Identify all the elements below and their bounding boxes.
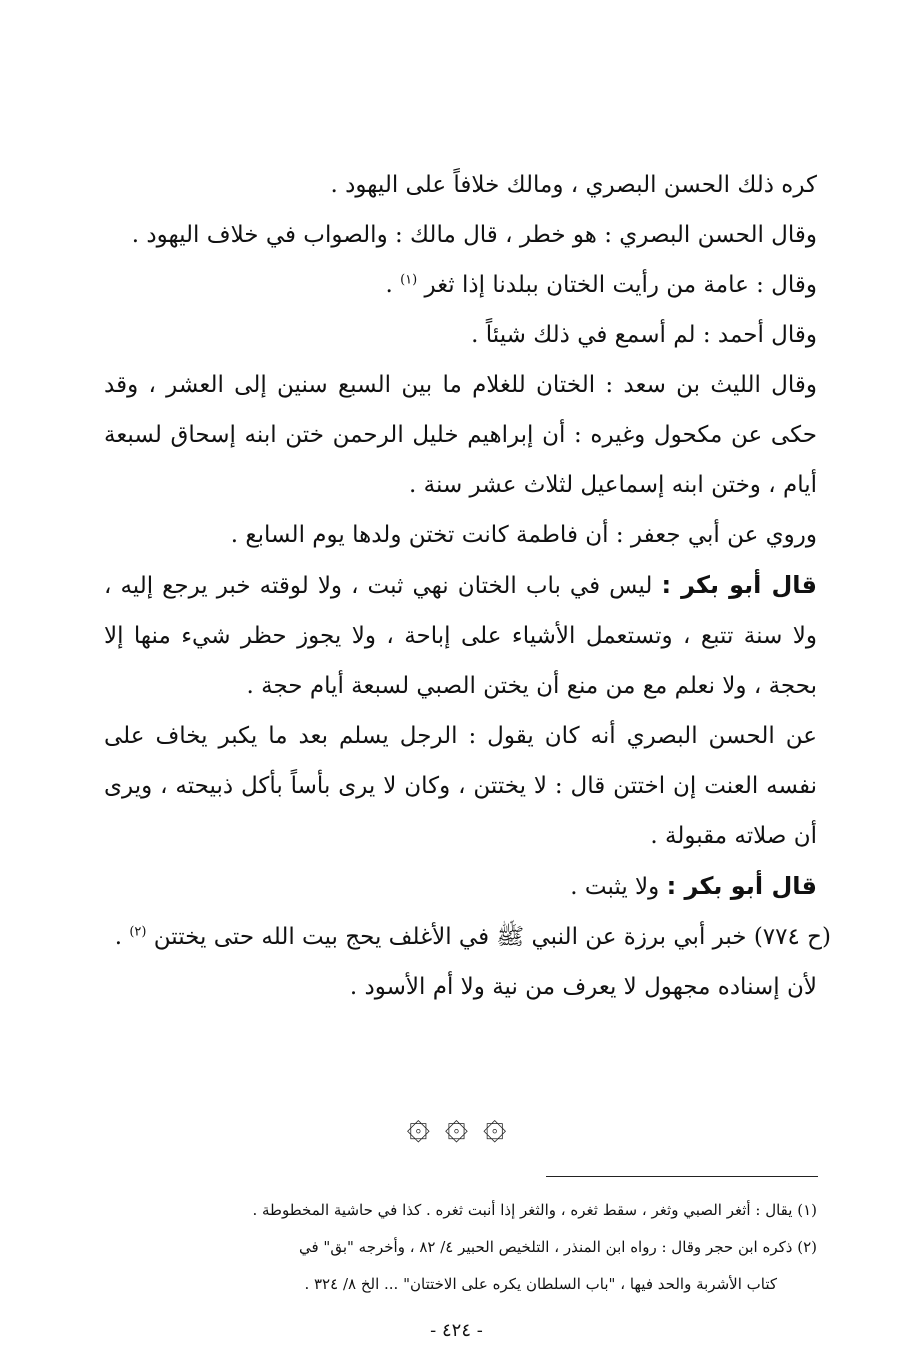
paragraph: لأن إسناده مجهول لا يعرف من نية ولا أم الأسود . <box>349 974 817 1000</box>
footnotes <box>104 1192 817 1303</box>
ornament-star-icon: ۞ <box>406 1102 431 1148</box>
footnote-marker: (٢) <box>797 1238 817 1256</box>
author-lead: قال أبو بكر : <box>661 571 818 599</box>
paragraph-text: ولا يثبت . <box>570 874 660 900</box>
footnote-text: يقال : أثغر الصبي وثغر ، سقط ثغره ، والثغر إذا أنبت ثغره . كذا في حاشية المخطوطة . <box>252 1201 793 1219</box>
paragraph <box>104 260 817 310</box>
paragraph <box>104 861 817 912</box>
sentence-end: . <box>385 272 401 298</box>
paragraph: كره ذلك الحسن البصري ، ومالك خلافاً على اليهود . <box>330 172 817 198</box>
sentence-end: . <box>114 924 130 950</box>
ornament-divider <box>0 1100 913 1150</box>
hadith-entry <box>104 912 831 962</box>
page-number: - ٤٢٤ - <box>430 1320 483 1341</box>
paragraph-text: خبر أبي برزة عن النبي ﷺ في الأغلف يحج بيت الله حتى يختتن <box>153 924 747 950</box>
author-lead: قال أبو بكر : <box>666 872 817 900</box>
main-text <box>104 160 831 1012</box>
paragraph: عن الحسن البصري أنه كان يقول : الرجل يسلم بعد ما يكبر يخاف على نفسه العنت إن اختتن قال : لا يختتن ، وكان لا يرى بأساً بأكل ذبيحته ، ويرى أن صلاته مقبولة . <box>104 723 817 849</box>
footnote-ref: (١) <box>400 272 418 288</box>
footnote-separator <box>546 1176 818 1177</box>
paragraph: وقال الحسن البصري : هو خطر ، قال مالك : والصواب في خلاف اليهود . <box>131 222 817 248</box>
footnote-ref: (٢) <box>129 924 147 940</box>
paragraph-text: وقال : عامة من رأيت الختان ببلدنا إذا ثغر <box>424 272 817 298</box>
ornament-star-icon: ۞ <box>444 1102 469 1148</box>
footnote-text: ذكره ابن حجر وقال : رواه ابن المنذر ، التلخيص الحبير ٤/ ٨٢ ، وأخرجه "بق" في <box>298 1238 793 1256</box>
paragraph <box>104 560 817 711</box>
paragraph: وقال الليث بن سعد : الختان للغلام ما بين السبع سنين إلى العشر ، وقد حكى عن مكحول وغيره : أن إبراهيم خليل الرحمن ختن ابنه إسحاق لسبعة أيام ، وختن ابنه إسماعيل لثلاث عشر سنة . <box>104 372 817 498</box>
footnote <box>104 1192 817 1229</box>
footnote-marker: (١) <box>797 1201 817 1219</box>
ornament-star-icon: ۞ <box>482 1102 507 1148</box>
paragraph: وقال أحمد : لم أسمع في ذلك شيئاً . <box>471 322 817 348</box>
footnote <box>104 1229 817 1266</box>
paragraph: وروي عن أبي جعفر : أن فاطمة كانت تختن ولدها يوم السابع . <box>230 522 817 548</box>
paragraph-text: ليس في باب الختان نهي ثبت ، ولا لوقته خبر يرجع إليه ، ولا سنة تتبع ، وتستعمل الأشياء على إباحة ، ولا يجوز حظر شيء منها إلا بحجة ، ولا نعلم مع من منع أن يختن الصبي لسبعة أيام حجة . <box>104 573 817 699</box>
footnote-continuation: كتاب الأشربة والحد فيها ، "باب السلطان يكره على الاختتان" ... الخ ٨/ ٣٢٤ . <box>304 1275 777 1293</box>
hadith-number: (ح ٧٧٤) <box>753 924 831 950</box>
